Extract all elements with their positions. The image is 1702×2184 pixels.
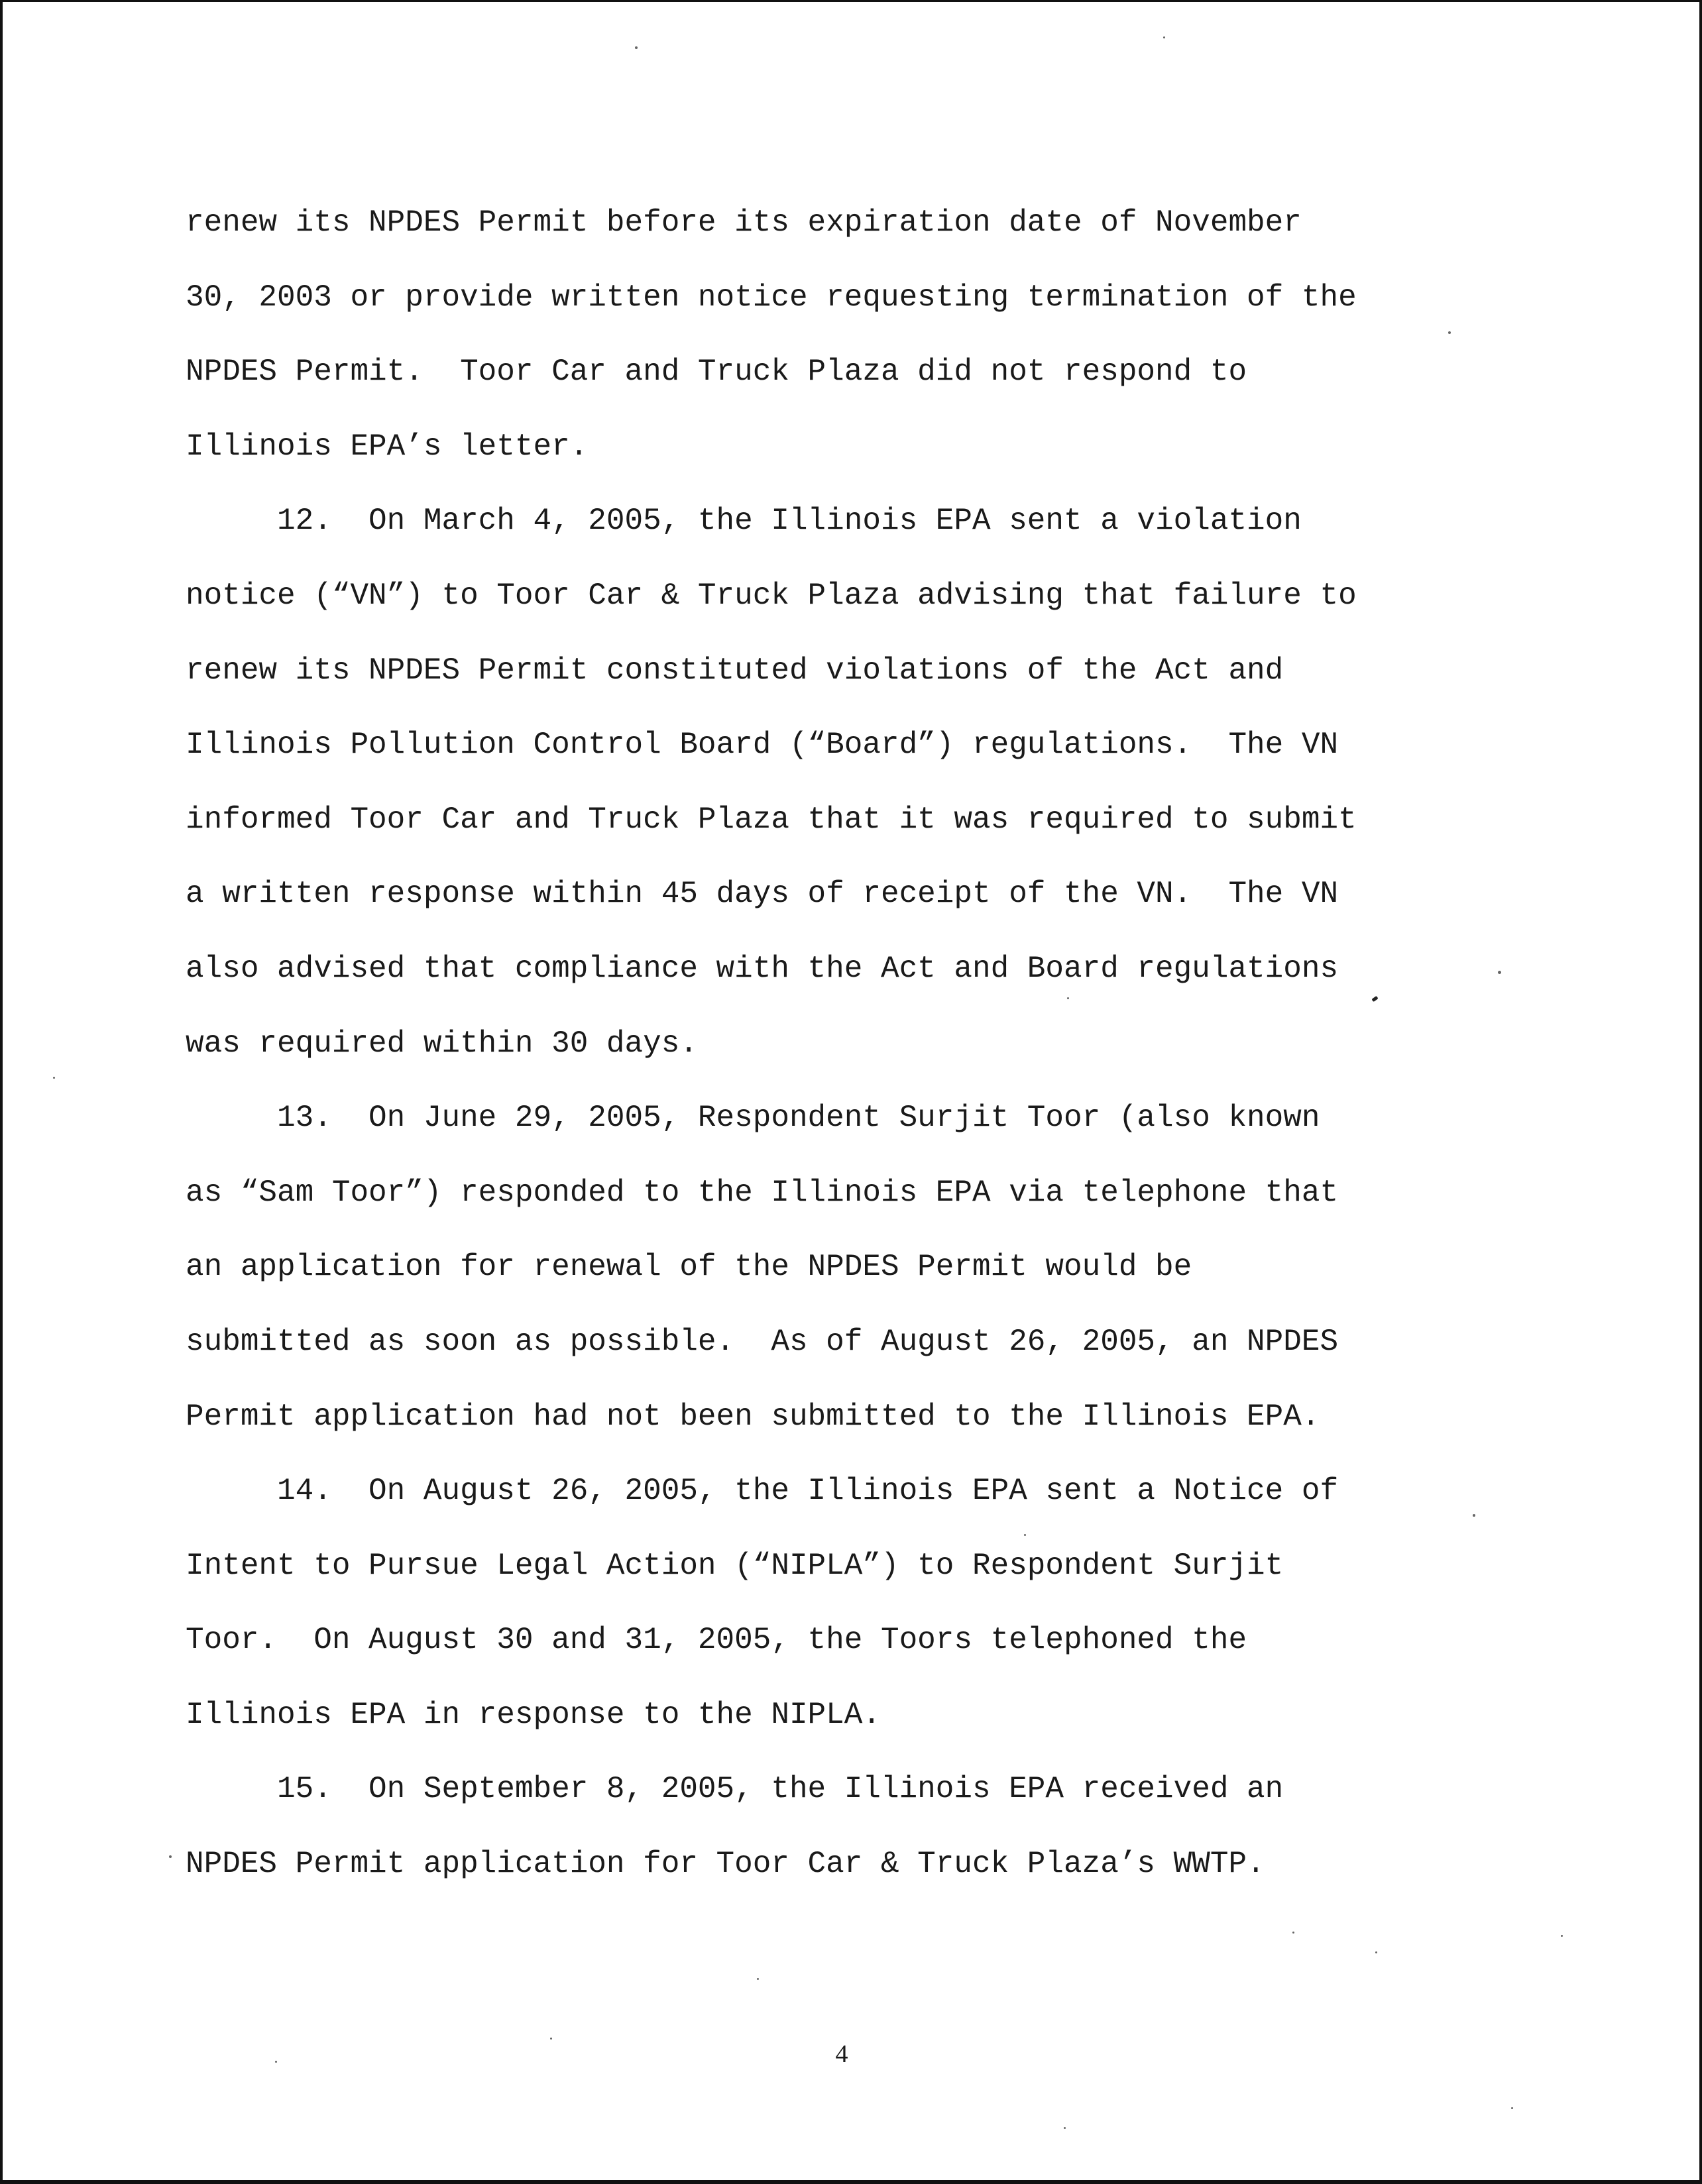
text-line: Illinois EPA’s letter. [186,429,589,464]
scan-speck [1064,2127,1066,2129]
paragraph-12-line: 12. On March 4, 2005, the Illinois EPA sent a violation [186,504,1302,539]
scan-speck [635,46,638,49]
text-line: submitted as soon as possible. As of August 26, 2005, an NPDES [186,1324,1339,1359]
text-line: informed Toor Car and Truck Plaza that it was required to submit [186,802,1357,837]
text-line: Illinois EPA in response to the NIPLA. [186,1697,881,1732]
text-line: renew its NPDES Permit before its expiration date of November [186,205,1302,240]
scan-speck [1448,331,1451,334]
paragraph-14-line: 14. On August 26, 2005, the Illinois EPA sent a Notice of [186,1474,1339,1509]
text-line: NPDES Permit application for Toor Car & Truck Plaza’s WWTP. [186,1847,1265,1882]
text-line: an application for renewal of the NPDES Permit would be [186,1250,1192,1285]
text-line: Toor. On August 30 and 31, 2005, the Toors telephoned the [186,1623,1247,1658]
text-line: was required within 30 days. [186,1026,698,1061]
scan-speck [1163,36,1165,38]
scan-speck [1067,997,1069,999]
text-line: also advised that compliance with the Act and Board regulations [186,951,1339,986]
text-line: renew its NPDES Permit constituted violations of the Act and [186,653,1284,688]
scan-speck [53,1077,55,1079]
scan-speck [757,1978,759,1980]
paragraph-15-line: 15. On September 8, 2005, the Illinois EPA received an [186,1772,1284,1807]
text-line: 30, 2003 or provide written notice requesting termination of the [186,280,1357,315]
page-number: 4 [835,2040,848,2068]
scan-speck [1024,1534,1026,1536]
scan-speck [1561,1935,1563,1937]
text-line: NPDES Permit. Toor Car and Truck Plaza did not respond to [186,355,1247,390]
scan-speck [1498,971,1501,974]
scan-speck [275,2061,277,2063]
paragraph-13-line: 13. On June 29, 2005, Respondent Surjit Toor (also known [186,1101,1320,1136]
text-line: as “Sam Toor”) responded to the Illinois EPA via telephone that [186,1175,1339,1210]
scan-speck [1292,1932,1294,1934]
scan-speck [169,1855,172,1858]
text-line: a written response within 45 days of receipt of the VN. The VN [186,877,1339,912]
text-line: notice (“VN”) to Toor Car & Truck Plaza advising that failure to [186,578,1357,613]
document-body [186,186,1518,1902]
text-line: Illinois Pollution Control Board (“Board”) regulations. The VN [186,728,1339,763]
text-line: Permit application had not been submitted to the Illinois EPA. [186,1399,1320,1434]
scan-speck [1473,1514,1475,1517]
text-line: Intent to Pursue Legal Action (“NIPLA”) to Respondent Surjit [186,1548,1284,1583]
scan-speck [1511,2107,1513,2109]
scan-speck [550,2038,552,2040]
scan-speck [1375,1951,1377,1953]
